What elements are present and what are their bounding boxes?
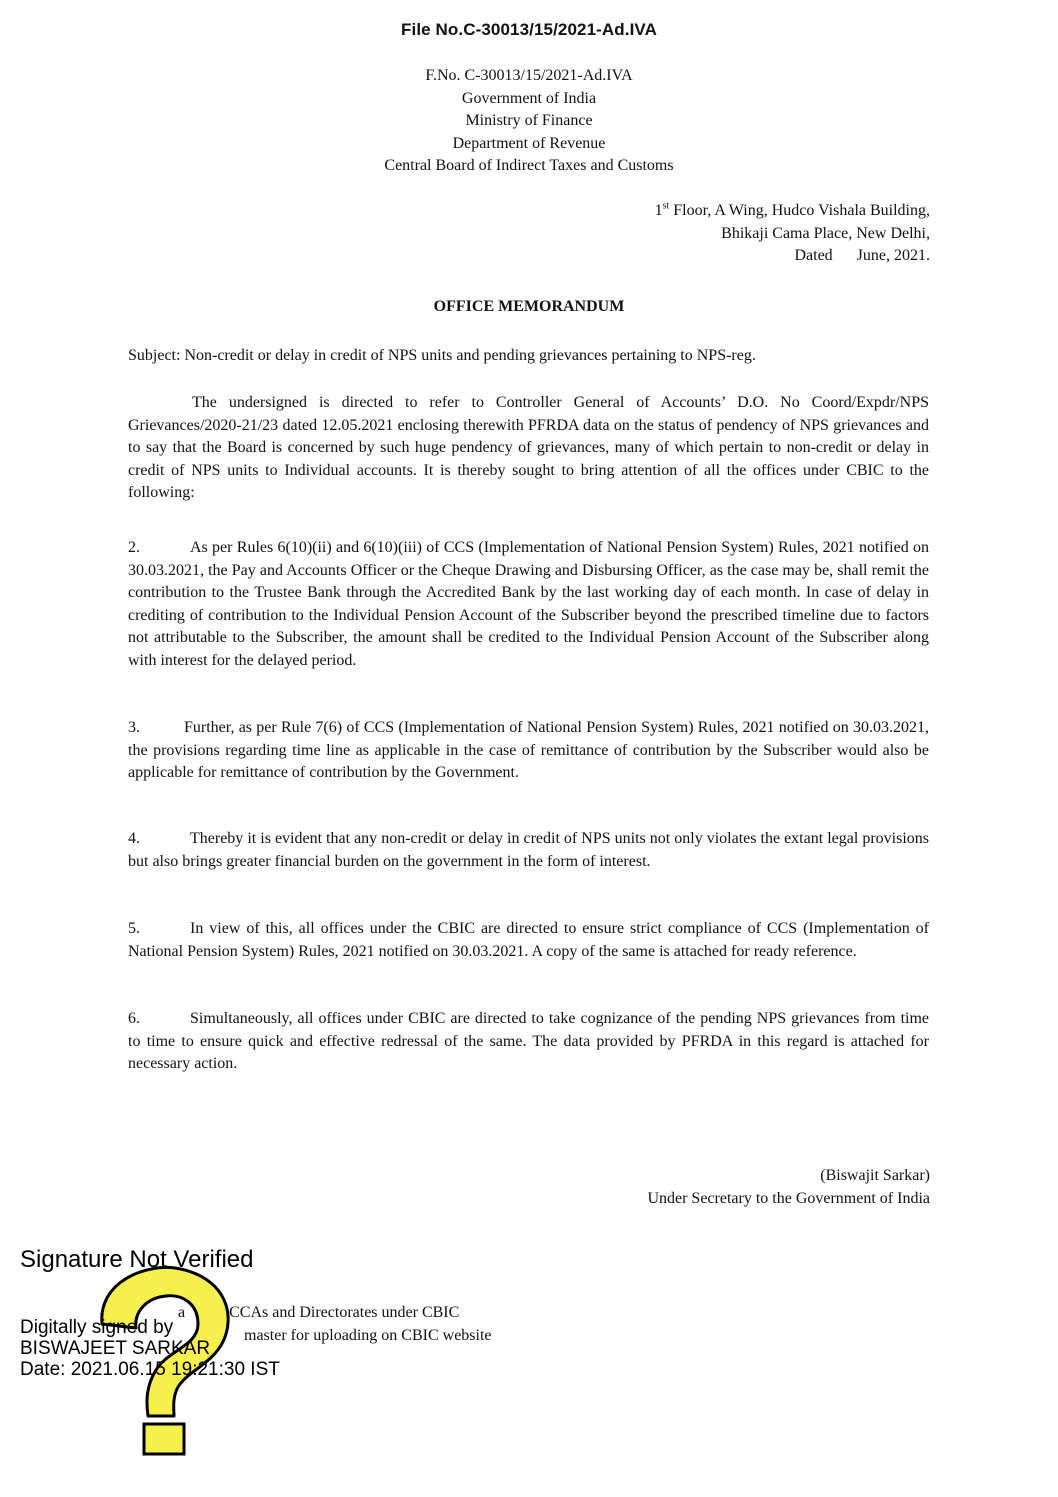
signer-name: BISWAJEET SARKAR <box>20 1338 211 1359</box>
signatory-block <box>647 1165 930 1210</box>
board: Central Board of Indirect Taxes and Customs <box>384 157 674 174</box>
government: Government of India <box>461 89 597 107</box>
paragraph-4-text: Thereby it is evident that any non-credit or delay in credit of NPS units not only violates the extant legal provisions but also brings greater financial burden on the government in the form of interest. <box>128 830 929 870</box>
f-no: F.No. C-30013/15/2021-Ad.IVA <box>425 67 633 84</box>
intro-paragraph: The undersigned is directed to refer to Controller General of Accounts’ D.O. No Coord/Expdr/NPS Grievances/2020-21/23 dated 12.05.2021 enclosing therewith PFRDA data on the status of pendency of NPS grievances and to say that the Board is concerned by such huge pendency of grievances, many of which pertain to non-credit or delay in credit of NPS units to Individual accounts. It is thereby sought to bring attention of all the offices under CBIC to the following: <box>128 394 929 501</box>
signature-date: Date: 2021.06.15 19:21:30 IST <box>20 1359 280 1380</box>
paragraph-6-number: 6. <box>128 1010 140 1027</box>
paragraph-6-text: Simultaneously, all offices under CBIC are directed to take cognizance of the pending NPS grievances from time to time to ensure quick and effective redressal of the same. The data provided by PFRDA in this regard is attached for necessary action. <box>128 1010 929 1072</box>
department: Department of Revenue <box>452 134 606 152</box>
copy-to-item-marker: a <box>178 1304 186 1321</box>
signatory-designation: Under Secretary to the Government of India <box>647 1189 930 1207</box>
paragraph-4-number: 4. <box>128 830 140 847</box>
paragraph-3-number: 3. <box>128 719 140 736</box>
copy-to-item-text: CCAs and Directorates under CBIC <box>229 1304 460 1321</box>
office-address <box>655 200 930 268</box>
dated-line: Dated June, 2021. <box>794 247 930 264</box>
paragraph-2-number: 2. <box>128 539 140 556</box>
floor-number: 1 <box>654 202 663 219</box>
memo-title: OFFICE MEMORANDUM <box>433 298 625 315</box>
address-line-2: Bhikaji Cama Place, New Delhi, <box>721 224 930 242</box>
floor-suffix: st <box>662 200 670 212</box>
paragraph-6 <box>128 1008 929 1076</box>
signature-status: Signature Not Verified <box>20 1246 254 1273</box>
letterhead <box>0 65 1058 178</box>
paragraph-5-number: 5. <box>128 920 140 937</box>
paragraph-2 <box>128 537 929 672</box>
paragraph-5 <box>128 918 929 963</box>
subject-line: Subject: Non-credit or delay in credit of NPS units and pending grievances pertaining to NPS-reg. <box>128 347 756 364</box>
paragraph-4 <box>128 828 929 873</box>
copy-to-item-text: master for uploading on CBIC website <box>244 1327 492 1344</box>
signed-by-label: Digitally signed by <box>20 1317 174 1338</box>
paragraph-3 <box>128 717 929 785</box>
file-number: File No.C-30013/15/2021-Ad.IVA <box>401 20 657 39</box>
digital-signature-stamp <box>20 1243 280 1380</box>
paragraph-3-text: Further, as per Rule 7(6) of CCS (Implementation of National Pension System) Rules, 2021 notified on 30.03.2021, the provisions regarding time line as applicable in the case of remittance of contribution by the Subscriber would also be applicable for remittance of contribution by the Government. <box>128 719 929 781</box>
ministry: Ministry of Finance <box>465 112 593 129</box>
signatory-name: (Biswajit Sarkar) <box>820 1167 930 1184</box>
address-line-1-rest: Floor, A Wing, Hudco Vishala Building, <box>669 202 930 219</box>
paragraph-5-text: In view of this, all offices under the CBIC are directed to ensure strict compliance of CCS (Implementation of National Pension System) Rules, 2021 notified on 30.03.2021. A copy of the same is attached for ready reference. <box>128 920 929 960</box>
question-mark-dot <box>144 1424 184 1454</box>
paragraph-2-text: As per Rules 6(10)(ii) and 6(10)(iii) of CCS (Implementation of National Pension System) Rules, 2021 notified on 30.03.2021, the Pay and Accounts Officer or the Cheque Drawing and Disbursing Officer, as the case may be, shall remit the contribution to the Trustee Bank through the Accredited Bank by the last working day of each month. In case of delay in crediting of contribution to the Individual Pension Account of the Subscriber beyond the prescribed timeline due to factors not attributable to the Subscriber, the amount shall be credited to the Individual Pension Account of the Subscriber along with interest for the delayed period. <box>128 539 929 669</box>
address-line-1 <box>655 200 930 223</box>
